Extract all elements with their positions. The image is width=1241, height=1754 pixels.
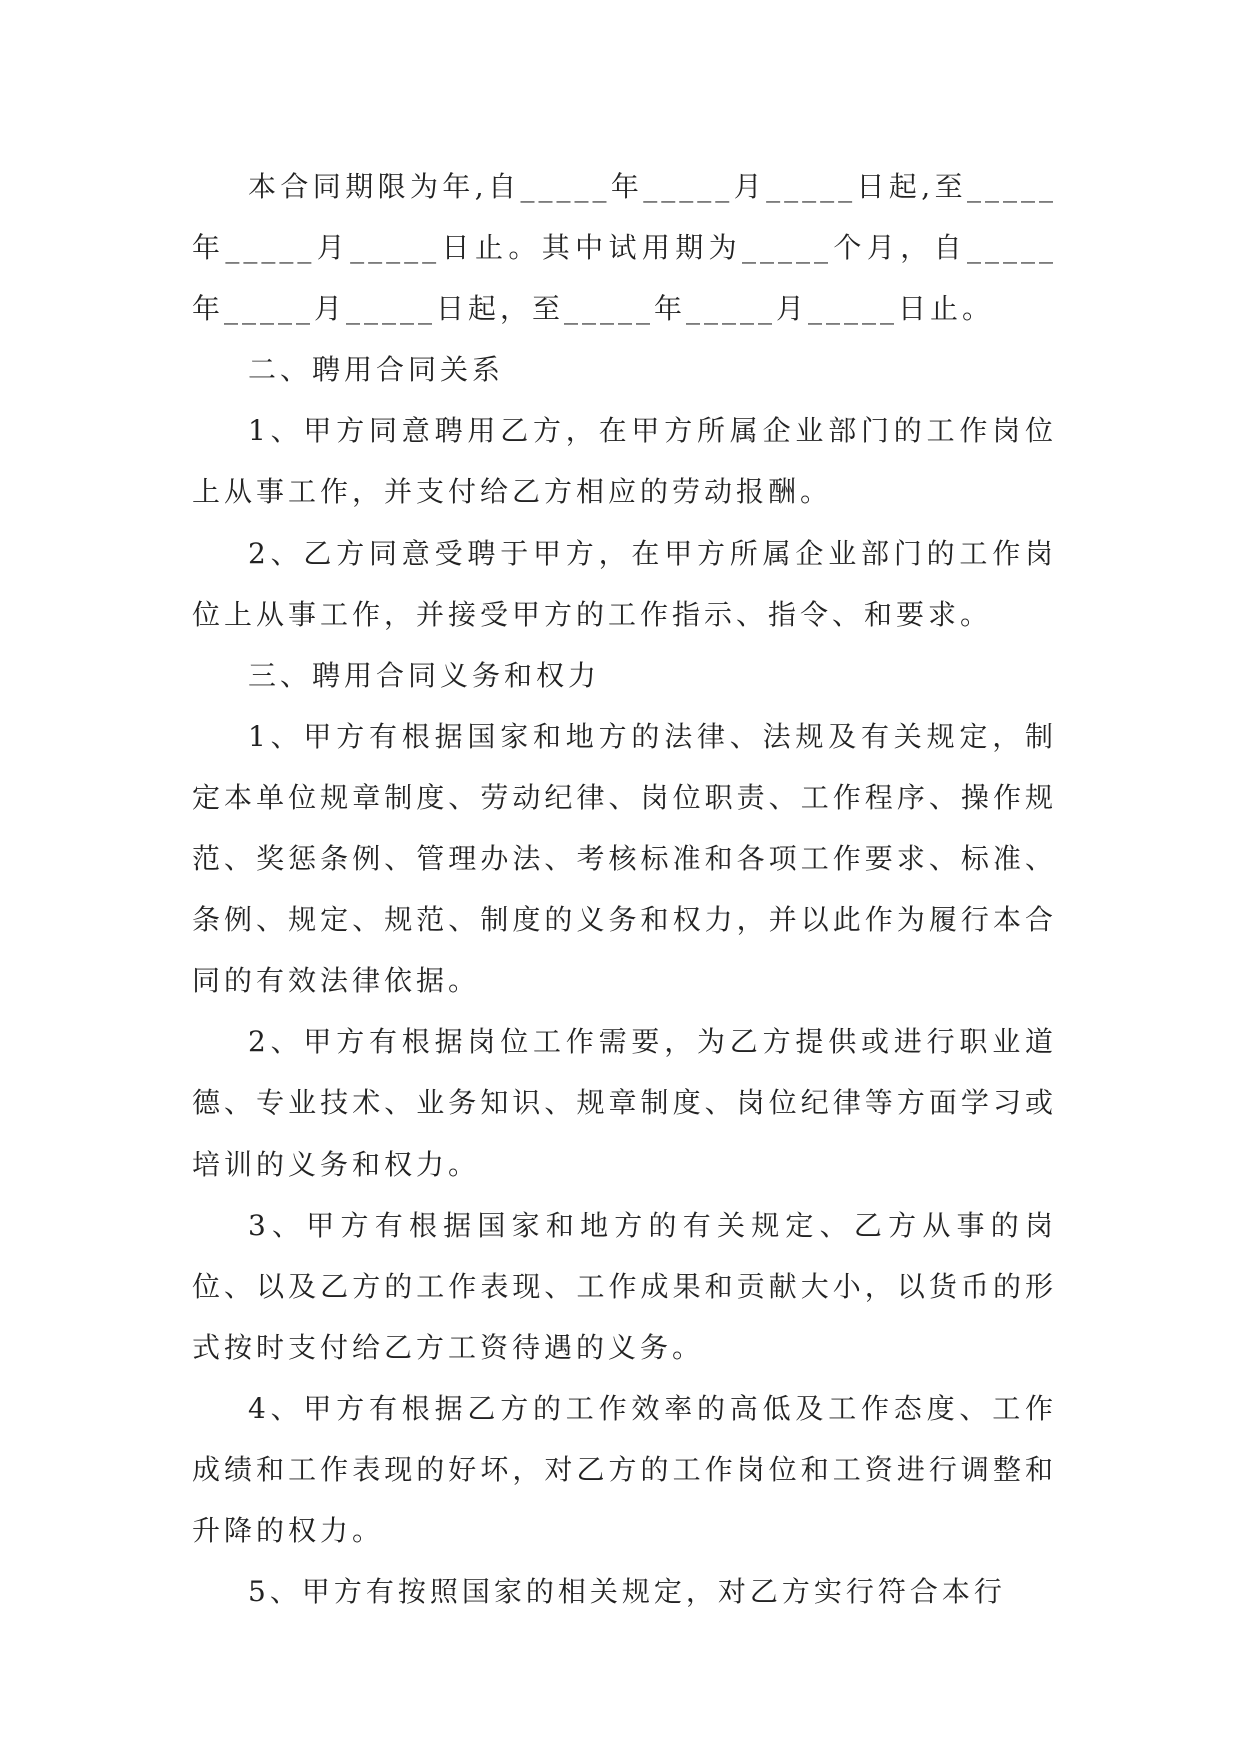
clause-paragraph: 5、甲方有按照国家的相关规定，对乙方实行符合本行 xyxy=(248,1575,1006,1609)
clause-paragraph: 1、甲方同意聘用乙方，在甲方所属企业部门的工作岗位上从事工作，并支付给乙方相应的劳动报酬。 xyxy=(192,414,1057,509)
term-paragraph: 本合同期限为年,自_____年_____月_____日起,至_____年_____月_____日止。其中试用期为_____个月，自_____年_____月_____日起，至_____年_____月_____日止。 xyxy=(192,170,1057,326)
section-heading-employment-relationship: 二、聘用合同关系 xyxy=(248,353,505,387)
clause-paragraph: 3、甲方有根据国家和地方的有关规定、乙方从事的岗位、以及乙方的工作表现、工作成果和贡献大小，以货币的形式按时支付给乙方工资待遇的义务。 xyxy=(192,1208,1057,1364)
clause-paragraph: 2、甲方有根据岗位工作需要，为乙方提供或进行职业道德、专业技术、业务知识、规章制度、岗位纪律等方面学习或培训的义务和权力。 xyxy=(192,1025,1057,1181)
section-heading-obligations-and-rights: 三、聘用合同义务和权力 xyxy=(248,658,601,692)
clause-paragraph: 1、甲方有根据国家和地方的法律、法规及有关规定，制定本单位规章制度、劳动纪律、岗位职责、工作程序、操作规范、奖惩条例、管理办法、考核标准和各项工作要求、标准、条例、规定、规范、制度的义务和权力，并以此作为履行本合同的有效法律依据。 xyxy=(192,719,1057,998)
clause-paragraph: 2、乙方同意受聘于甲方，在甲方所属企业部门的工作岗位上从事工作，并接受甲方的工作指示、指令、和要求。 xyxy=(192,536,1057,631)
document-body xyxy=(192,156,1057,1622)
clause-paragraph: 4、甲方有根据乙方的工作效率的高低及工作态度、工作成绩和工作表现的好坏，对乙方的工作岗位和工资进行调整和升降的权力。 xyxy=(192,1391,1057,1548)
